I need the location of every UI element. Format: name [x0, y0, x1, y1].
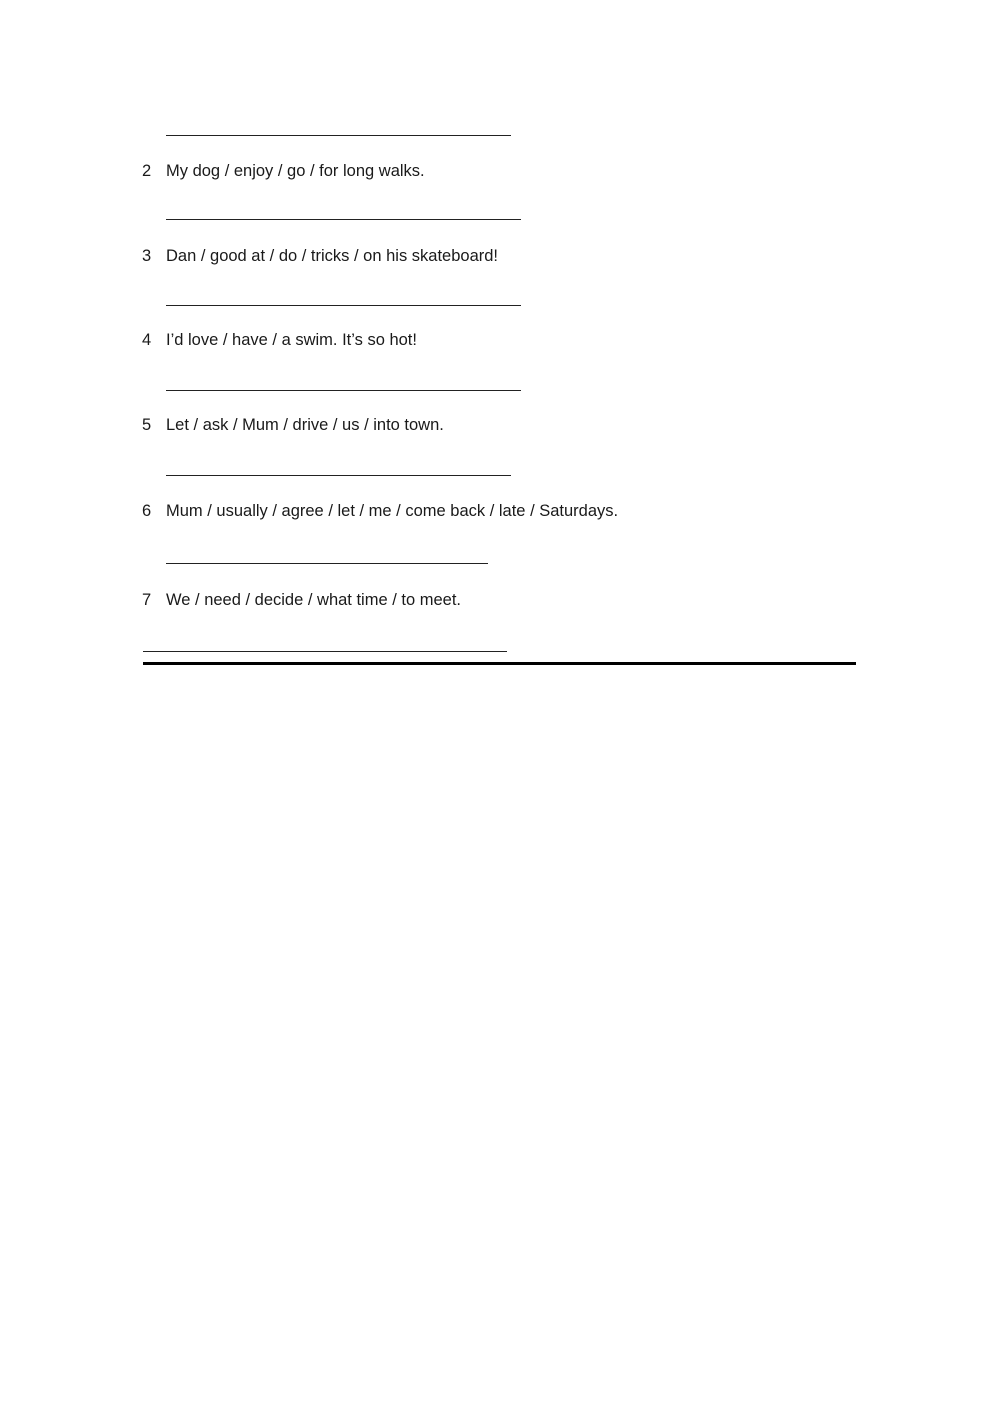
- item-number: 2: [142, 162, 152, 180]
- item-prompt: I’d love / have / a swim. It’s so hot!: [166, 331, 417, 349]
- answer-line[interactable]: [143, 651, 507, 652]
- answer-line[interactable]: [166, 475, 511, 476]
- answer-line[interactable]: [166, 305, 521, 306]
- item-number: 5: [142, 416, 152, 434]
- item-prompt: We / need / decide / what time / to meet.: [166, 591, 462, 609]
- answer-line[interactable]: [166, 563, 488, 564]
- item-number: 7: [142, 591, 152, 609]
- item-prompt: Dan / good at / do / tricks / on his skateboard!: [166, 247, 499, 265]
- item-number: 6: [142, 502, 152, 520]
- section-divider: [143, 662, 856, 665]
- answer-line[interactable]: [166, 390, 521, 391]
- answer-line[interactable]: [166, 135, 511, 136]
- answer-line[interactable]: [166, 219, 521, 220]
- item-prompt: Let / ask / Mum / drive / us / into town.: [166, 416, 444, 434]
- item-prompt: My dog / enjoy / go / for long walks.: [166, 162, 425, 180]
- item-prompt: Mum / usually / agree / let / me / come back / late / Saturdays.: [166, 502, 619, 520]
- item-number: 4: [142, 331, 152, 349]
- item-number: 3: [142, 247, 152, 265]
